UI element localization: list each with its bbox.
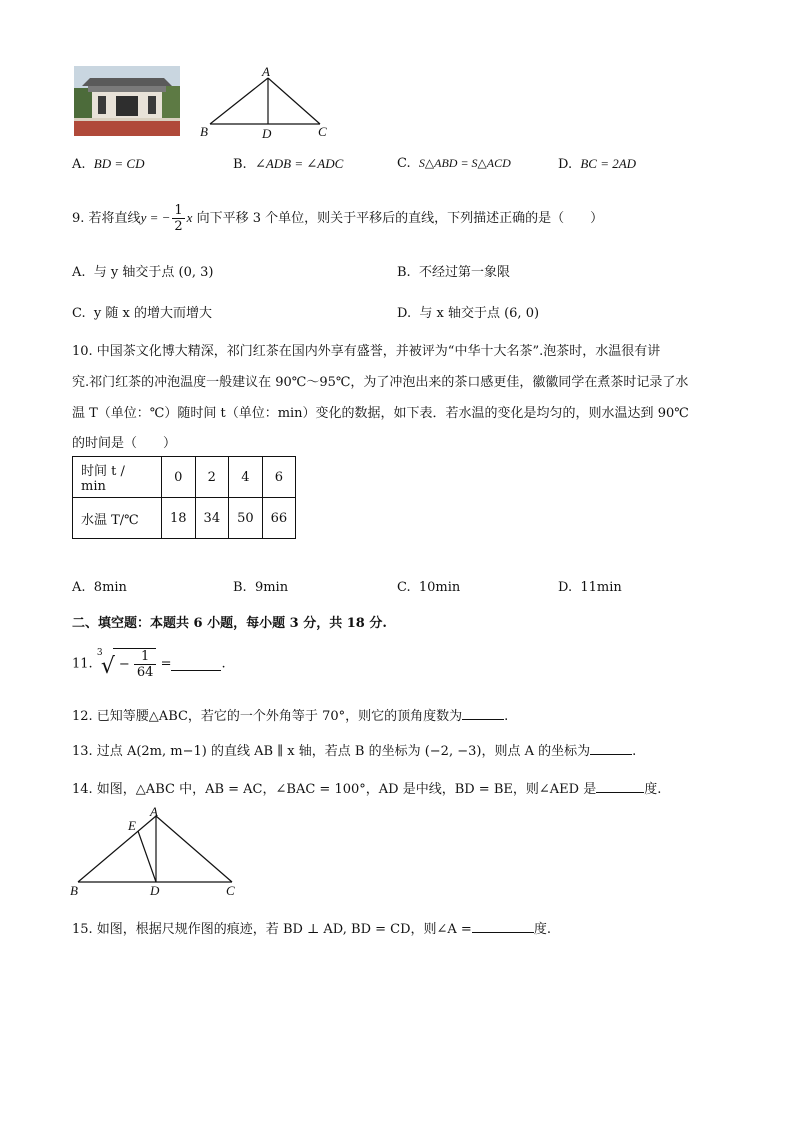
q13-stem: 13. 过点 A(2m, m−1) 的直线 AB ∥ x 轴，若点 B 的坐标为 (−2, −3)，则点 A 的坐标为 .: [72, 744, 637, 759]
table-row: [73, 498, 296, 539]
table-cell: 4: [229, 457, 263, 498]
q10-line-4: 的时间是（ ）: [72, 436, 177, 451]
label-a: A: [262, 64, 270, 79]
q10-option-d[interactable]: D. 11min: [558, 580, 622, 595]
label-b: B: [70, 883, 78, 898]
answer-blank[interactable]: [462, 707, 504, 720]
table-cell: 18: [162, 498, 196, 539]
q9-option-b[interactable]: B. 不经过第一象限: [397, 265, 510, 280]
table-cell: 6: [262, 457, 296, 498]
q9-option-c[interactable]: C. y 随 x 的增大而增大: [72, 306, 212, 321]
label-c: C: [226, 883, 235, 898]
row-header-temp: 水温 T/℃: [73, 498, 162, 539]
label-b: B: [200, 124, 208, 139]
q9-stem: 9. 若将直线y = − $\frac{1}{2}$ x 向下平移 3 个单位，则关于平移后的直线，下列描述正确的是（ ）: [72, 203, 604, 234]
row-header-time: 时间 t / min: [73, 457, 162, 498]
q9-fraction: $\frac{1}{2}$: [174, 203, 183, 234]
q10-option-c[interactable]: C. 10min: [397, 580, 461, 595]
q10-option-a[interactable]: A. 8min: [72, 580, 127, 595]
q12-stem: 12. 已知等腰△ABC，若它的一个外角等于 70°，则它的顶角度数为 .: [72, 709, 509, 724]
q10-line-3: 温 T（单位：℃）随时间 t（单位：min）变化的数据，如下表．若水温的变化是均匀的，则水温达到 90℃: [72, 406, 689, 421]
q8-option-a[interactable]: A. BD = CD: [72, 156, 145, 172]
q8-option-d[interactable]: D. BC = 2AD: [558, 156, 637, 172]
q14-stem: 14. 如图，△ABC 中，AB = AC，∠BAC = 100°，AD 是中线，BD = BE，则∠AED 是 度.: [72, 782, 662, 797]
table-row: [73, 457, 296, 498]
q10-line-2: 究.祁门红茶的冲泡温度一般建议在 90℃～95℃，为了冲泡出来的茶口感更佳，徽徽同学在煮茶时记录了水: [72, 375, 689, 390]
cube-root: 3 √ − $\frac{1}{64}$: [97, 648, 157, 680]
q10-data-table: [72, 456, 296, 539]
table-cell: 34: [195, 498, 229, 539]
q8-triangle-figure: [196, 64, 336, 144]
q9-option-a[interactable]: A. 与 y 轴交于点 (0, 3): [72, 265, 214, 280]
pavilion-photo: [74, 66, 180, 136]
q10-option-b[interactable]: B. 9min: [233, 580, 289, 595]
label-e: E: [128, 818, 136, 833]
table-cell: 50: [229, 498, 263, 539]
q15-stem: 15. 如图，根据尺规作图的痕迹，若 BD ⊥ AD, BD = CD，则∠A = 度.: [72, 922, 551, 937]
label-a: A: [150, 804, 158, 819]
q10-line-1: 10. 中国茶文化博大精深，祁门红茶在国内外享有盛誉，并被评为“中华十大名茶”.泡茶时，水温很有讲: [72, 344, 661, 359]
q14-triangle-figure: [66, 804, 246, 900]
table-cell: 0: [162, 457, 196, 498]
label-d: D: [262, 126, 272, 141]
q11-stem: 11. 3 √ − $\frac{1}{64}$ = .: [72, 648, 226, 680]
section-heading: 二、填空题：本题共 6 小题，每小题 3 分，共 18 分.: [72, 616, 387, 631]
table-cell: 66: [262, 498, 296, 539]
label-d: D: [150, 883, 160, 898]
answer-blank[interactable]: [171, 658, 221, 671]
answer-blank[interactable]: [596, 780, 644, 793]
table-cell: 2: [195, 457, 229, 498]
label-c: C: [318, 124, 327, 139]
q9-option-d[interactable]: D. 与 x 轴交于点 (6, 0): [397, 306, 540, 321]
answer-blank[interactable]: [590, 742, 632, 755]
answer-blank[interactable]: [472, 920, 534, 933]
q8-option-c[interactable]: C. S△ABD = S△ACD: [397, 156, 511, 171]
q8-option-b[interactable]: B. ∠ADB = ∠ADC: [233, 156, 344, 172]
